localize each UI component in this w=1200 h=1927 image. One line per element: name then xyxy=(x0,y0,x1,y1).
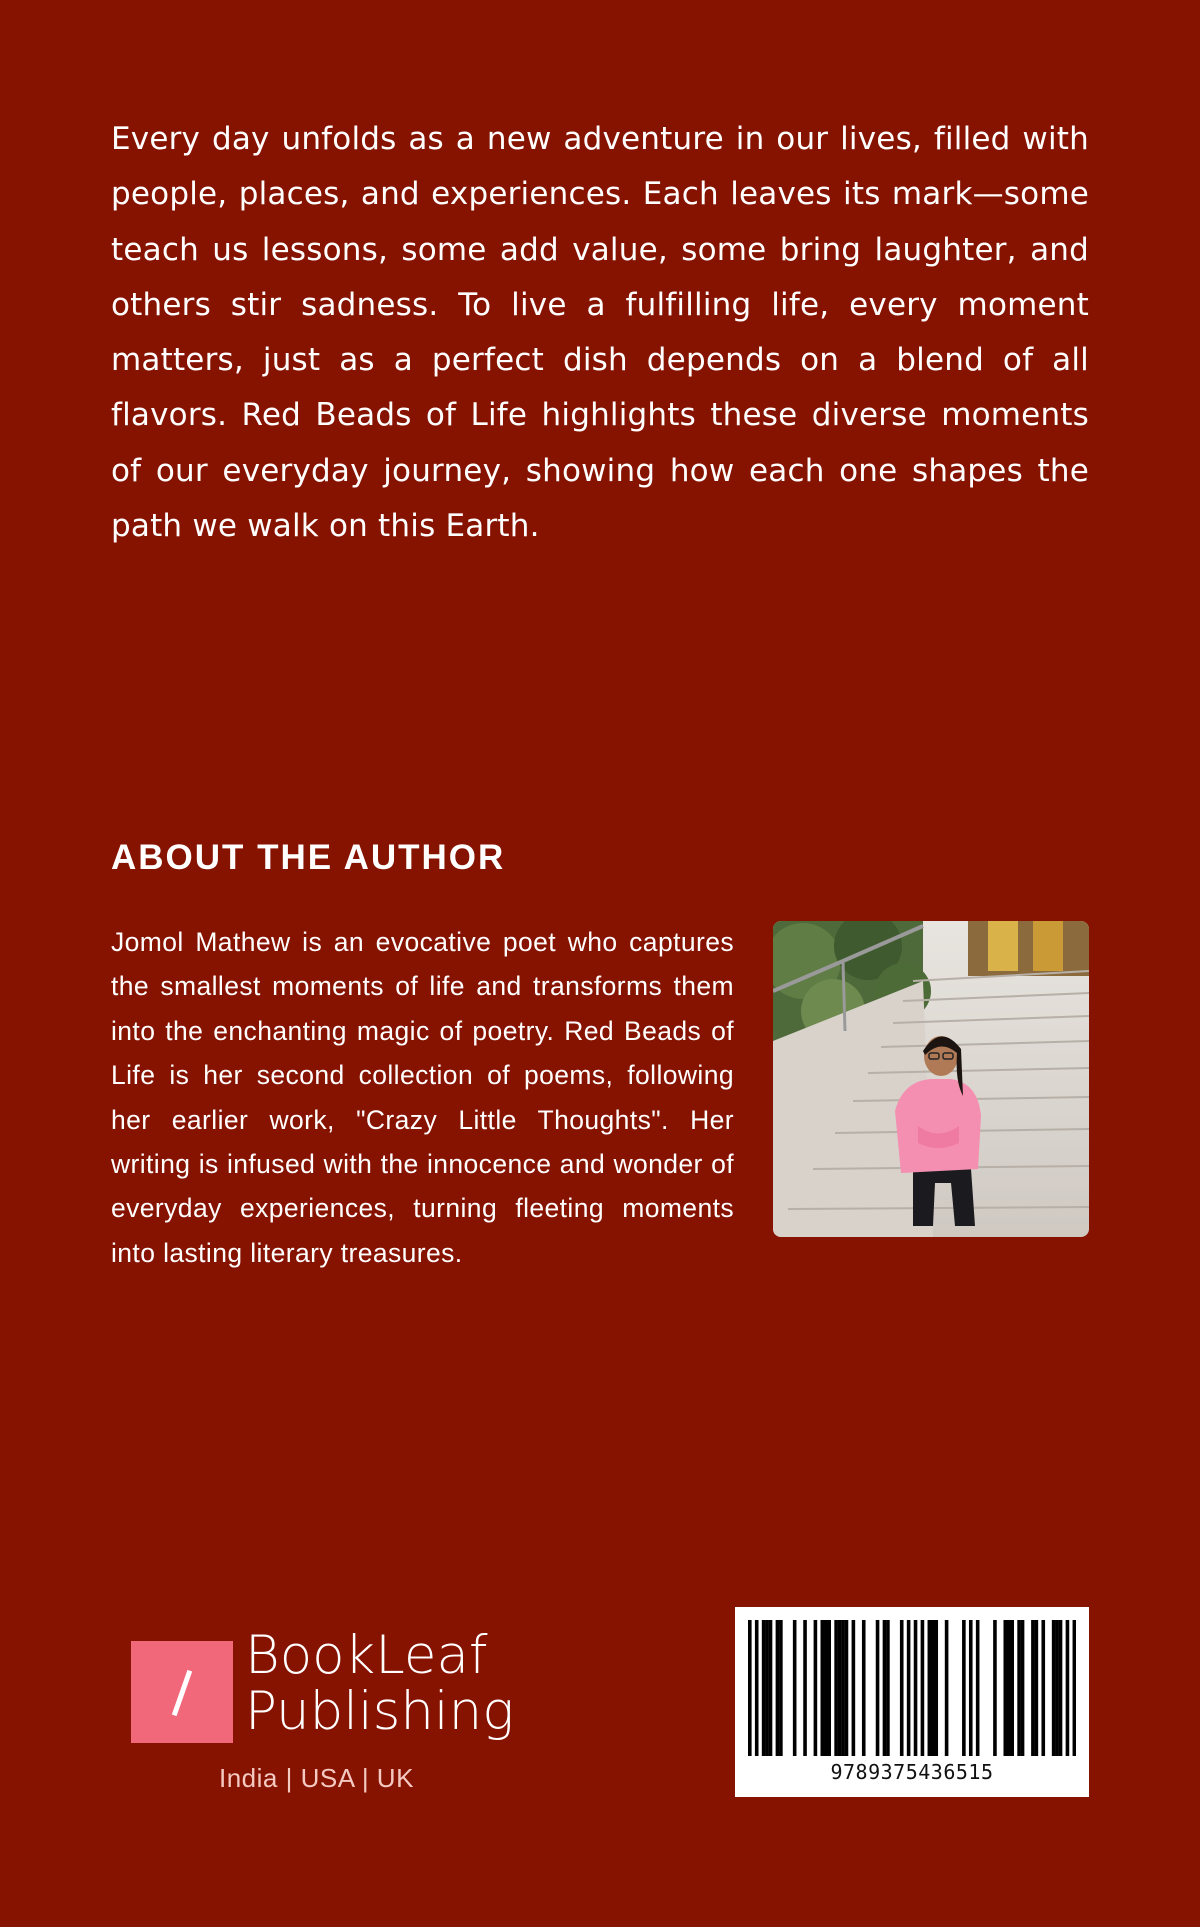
barcode-bar xyxy=(883,1620,887,1756)
barcode-bar xyxy=(762,1620,766,1756)
barcode-bar xyxy=(1035,1620,1039,1756)
slash-logo-icon xyxy=(131,1641,233,1743)
barcode-bar xyxy=(852,1620,856,1756)
barcode-bar xyxy=(834,1620,838,1756)
barcode-bar xyxy=(914,1620,918,1756)
barcode-bar xyxy=(907,1620,911,1756)
barcode-bar xyxy=(993,1620,997,1756)
barcode-bars xyxy=(748,1620,1076,1756)
barcode-bar xyxy=(1052,1620,1056,1756)
barcode-bar xyxy=(886,1620,890,1756)
barcode-bar xyxy=(845,1620,849,1756)
barcode-bar xyxy=(934,1620,938,1756)
author-bio: Jomol Mathew is an evocative poet who captures the smallest moments of life and transforms them into the enchanting magic of poetry. Red Beads of Life is her second collection of poems, following her earlier work, "Crazy Little Thoughts". Her writing is infused with the innocence and wonder of everyday experiences, turning fleeting moments into lasting literary treasures. xyxy=(111,927,734,1268)
bookleaf-logo-mark xyxy=(131,1641,233,1743)
barcode-bar xyxy=(755,1620,759,1756)
barcode-bar xyxy=(814,1620,818,1756)
barcode-bar xyxy=(769,1620,773,1756)
publisher-name xyxy=(245,1625,515,1742)
barcode-bar xyxy=(1041,1620,1045,1756)
barcode-bar xyxy=(862,1620,866,1756)
barcode-bar xyxy=(1010,1620,1014,1756)
barcode-bar xyxy=(1007,1620,1011,1756)
barcode-bar xyxy=(803,1620,807,1756)
barcode-bar xyxy=(962,1620,966,1756)
publisher-regions: India | USA | UK xyxy=(219,1763,414,1793)
barcode-bar xyxy=(821,1620,825,1756)
barcode-bar xyxy=(1031,1620,1035,1756)
barcode-bar xyxy=(838,1620,842,1756)
barcode-bar xyxy=(928,1620,932,1756)
barcode-bar xyxy=(793,1620,797,1756)
isbn-barcode xyxy=(735,1607,1089,1797)
barcode-bar xyxy=(779,1620,783,1756)
publisher-name-line2: Publishing xyxy=(245,1681,515,1742)
barcode-bar xyxy=(1003,1620,1007,1756)
barcode-bar xyxy=(900,1620,904,1756)
barcode-bar xyxy=(969,1620,973,1756)
barcode-bar xyxy=(921,1620,925,1756)
barcode-bar xyxy=(1017,1620,1021,1756)
barcode-bar xyxy=(824,1620,828,1756)
barcode-bar xyxy=(827,1620,831,1756)
about-the-author-heading: ABOUT THE AUTHOR xyxy=(111,838,506,877)
barcode-bar xyxy=(876,1620,880,1756)
back-cover-blurb: Every day unfolds as a new adventure in our lives, filled with people, places, and experiences. Each leaves its mark—some teach us lessons, some add value, some bring laughter, and others stir sadness. To live a fulfilling life, every moment matters, just as a perfect dish depends on a blend of all flavors. Red Beads of Life highlights these diverse moments of our everyday journey, showing how each one shapes the path we walk on this Earth. xyxy=(111,121,1089,545)
publisher-name-line1: BookLeaf xyxy=(245,1625,488,1686)
barcode-bar xyxy=(748,1620,752,1756)
barcode-bar xyxy=(765,1620,769,1756)
barcode-bar xyxy=(1059,1620,1063,1756)
author-photo xyxy=(773,921,1089,1237)
barcode-bar xyxy=(776,1620,780,1756)
barcode-bar xyxy=(1055,1620,1059,1756)
barcode-bar xyxy=(1066,1620,1070,1756)
barcode-bar xyxy=(1073,1620,1076,1756)
isbn-number: 9789375436515 xyxy=(830,1760,994,1784)
barcode-bar xyxy=(1021,1620,1025,1756)
barcode-bar xyxy=(976,1620,980,1756)
barcode-bar xyxy=(931,1620,935,1756)
barcode-bar xyxy=(841,1620,845,1756)
barcode-bar xyxy=(945,1620,949,1756)
